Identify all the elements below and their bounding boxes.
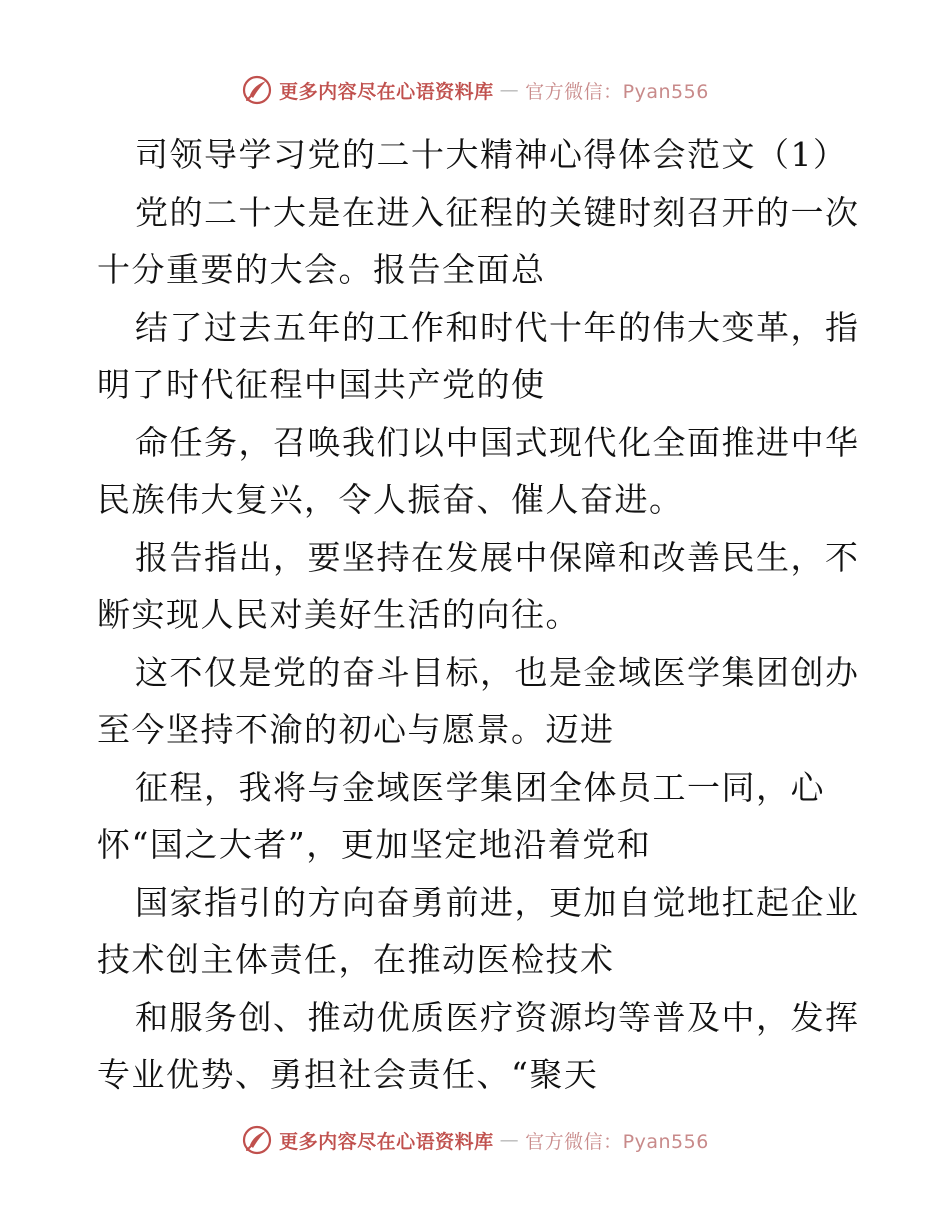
- paragraph-line: 十分重要的大会。报告全面总: [97, 250, 546, 289]
- paragraph: [97, 989, 860, 1104]
- paragraph-line: 断实现人民对美好生活的向往。: [97, 595, 580, 634]
- paragraph-line: 党的二十大是在进入征程的关键时刻召开的一次: [135, 192, 860, 232]
- paragraph: [97, 874, 860, 989]
- paragraph-line: 报告指出，要坚持在发展中保障和改善民生，不: [135, 537, 860, 577]
- watermark-brand-text: 更多内容尽在心语资料库: [279, 1130, 494, 1153]
- paragraph-line: 明了时代征程中国共产党的使: [97, 365, 546, 404]
- watermark-wechat-text: 官方微信：Pyan556: [525, 80, 709, 103]
- watermark-separator: —: [499, 79, 520, 101]
- header-watermark: [0, 70, 950, 110]
- paragraph: [97, 184, 860, 299]
- brand-logo-icon: [241, 1124, 273, 1156]
- paragraph: [97, 759, 857, 874]
- paragraph-line: 和服务创、推动优质医疗资源均等普及中，发挥: [135, 997, 860, 1037]
- paragraph: [97, 299, 860, 414]
- watermark-brand-text: 更多内容尽在心语资料库: [279, 80, 494, 103]
- paragraph-line: 技术创主体责任，在推动医检技术: [97, 940, 615, 979]
- paragraph-line: 专业优势、勇担社会责任、“聚天: [97, 1055, 599, 1094]
- paragraph: [97, 414, 860, 529]
- brand-logo-icon: [241, 74, 273, 106]
- paragraph: [97, 529, 860, 644]
- paragraph-line: 结了过去五年的工作和时代十年的伟大变革，指: [135, 307, 860, 347]
- footer-watermark: [0, 1120, 950, 1160]
- watermark-separator: —: [499, 1129, 520, 1151]
- paragraph-line: 怀“国之大者”，更加坚定地沿着党和: [97, 825, 652, 864]
- paragraph-line: 征程，我将与金域医学集团全体员工一同，心: [135, 767, 825, 807]
- paragraph-line: 命任务，召唤我们以中国式现代化全面推进中华: [135, 422, 860, 462]
- paragraph-line: 至今坚持不渝的初心与愿景。迈进: [97, 710, 615, 749]
- paragraph-line: 民族伟大复兴，令人振奋、催人奋进。: [97, 480, 684, 519]
- paragraph-line: 这不仅是党的奋斗目标，也是金域医学集团创办: [135, 652, 860, 692]
- document-title: 司领导学习党的二十大精神心得体会范文（1）: [135, 135, 848, 174]
- paragraph-line: 国家指引的方向奋勇前进，更加自觉地扛起企业: [135, 882, 860, 922]
- watermark-wechat-text: 官方微信：Pyan556: [525, 1130, 709, 1153]
- paragraph: [97, 644, 860, 759]
- document-body: [97, 126, 860, 1104]
